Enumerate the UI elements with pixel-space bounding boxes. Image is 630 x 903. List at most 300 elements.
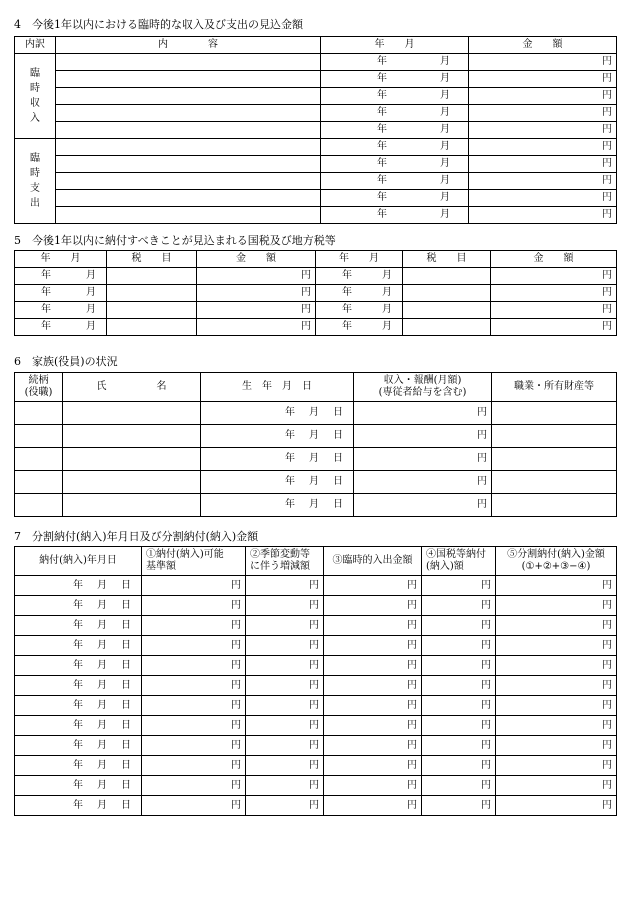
header-name: 氏 名 <box>63 373 201 402</box>
yen-unit: 円 <box>602 719 612 731</box>
year-label: 年 <box>73 659 83 671</box>
temporary-amount-cell[interactable] <box>324 576 422 596</box>
yen-unit: 円 <box>602 270 612 281</box>
amount-cell[interactable] <box>469 122 617 139</box>
income-label: 臨時収入 <box>30 68 40 124</box>
yen-unit: 円 <box>602 124 612 135</box>
installment-row <box>15 596 617 616</box>
tax-item-cell[interactable] <box>403 302 491 319</box>
yen-unit: 円 <box>309 639 319 651</box>
yen-unit: 円 <box>231 639 241 651</box>
yen-unit: 円 <box>309 739 319 751</box>
temporary-amount-cell[interactable] <box>324 716 422 736</box>
year-label: 年 <box>41 321 51 332</box>
yen-unit: 円 <box>407 619 417 631</box>
tax-item-cell[interactable] <box>403 319 491 336</box>
yen-unit: 円 <box>481 659 491 671</box>
payment-date-cell[interactable] <box>15 736 142 756</box>
base-amount-cell[interactable] <box>142 696 246 716</box>
seasonal-change-cell[interactable] <box>246 756 324 776</box>
year-label: 年 <box>377 209 387 220</box>
year-label: 年 <box>285 476 295 487</box>
month-label: 月 <box>86 270 96 281</box>
year-label: 年 <box>73 759 83 771</box>
relation-cell[interactable] <box>15 448 63 471</box>
tax-payment-cell[interactable] <box>422 756 496 776</box>
temporary-amount-cell[interactable] <box>324 636 422 656</box>
temporary-amount-cell[interactable] <box>324 656 422 676</box>
section-5-title: 5 今後1年以内に納付すべきことが見込まれる国税及び地方税等 <box>14 234 336 247</box>
payment-date-cell[interactable] <box>15 576 142 596</box>
month-label: 月 <box>97 579 107 591</box>
installment-row <box>15 796 617 816</box>
base-amount-cell[interactable] <box>142 576 246 596</box>
seasonal-change-cell[interactable] <box>246 576 324 596</box>
yen-unit: 円 <box>309 679 319 691</box>
name-cell[interactable] <box>63 471 201 494</box>
yen-unit: 円 <box>602 799 612 811</box>
installment-row <box>15 756 617 776</box>
tax-item-cell[interactable] <box>107 302 197 319</box>
yen-unit: 円 <box>481 679 491 691</box>
table-header-row <box>15 373 617 402</box>
seasonal-change-cell[interactable] <box>246 676 324 696</box>
income-cell[interactable] <box>354 448 492 471</box>
payment-date-cell[interactable] <box>15 696 142 716</box>
year-month-cell[interactable] <box>321 156 469 173</box>
yen-unit: 円 <box>602 56 612 67</box>
month-label: 月 <box>97 759 107 771</box>
day-label: 日 <box>333 407 343 418</box>
month-label: 月 <box>440 192 450 203</box>
base-amount-cell[interactable] <box>142 616 246 636</box>
base-amount-cell[interactable] <box>142 636 246 656</box>
content-cell[interactable] <box>56 207 321 224</box>
month-label: 月 <box>309 453 319 464</box>
expense-row <box>15 139 617 156</box>
base-amount-cell[interactable] <box>142 596 246 616</box>
month-label: 月 <box>309 430 319 441</box>
income-cell[interactable] <box>354 471 492 494</box>
month-label: 月 <box>440 56 450 67</box>
yen-unit: 円 <box>602 90 612 101</box>
amount-cell[interactable] <box>197 285 316 302</box>
temporary-amount-cell[interactable] <box>324 596 422 616</box>
temporary-amount-cell[interactable] <box>324 736 422 756</box>
temporary-amount-cell[interactable] <box>324 676 422 696</box>
tax-payment-cell[interactable] <box>422 636 496 656</box>
income-cell[interactable] <box>354 402 492 425</box>
temporary-amount-cell[interactable] <box>324 776 422 796</box>
year-label: 年 <box>73 619 83 631</box>
family-row <box>15 425 617 448</box>
year-label: 年 <box>73 799 83 811</box>
year-month-cell[interactable] <box>15 268 107 285</box>
month-label: 月 <box>440 209 450 220</box>
header-installment-amount: ⑤分割納付(納入)金額 (①+②+③−④) <box>496 547 617 576</box>
tax-row <box>15 319 617 336</box>
installment-amount-cell[interactable] <box>496 636 617 656</box>
month-label: 月 <box>97 739 107 751</box>
year-label: 年 <box>285 453 295 464</box>
tax-item-cell[interactable] <box>403 285 491 302</box>
amount-cell[interactable] <box>469 207 617 224</box>
amount-cell[interactable] <box>197 302 316 319</box>
year-label: 年 <box>377 107 387 118</box>
amount-cell[interactable] <box>491 319 617 336</box>
relation-cell[interactable] <box>15 425 63 448</box>
amount-cell[interactable] <box>469 54 617 71</box>
month-label: 月 <box>97 779 107 791</box>
temporary-amount-cell[interactable] <box>324 796 422 816</box>
income-cell[interactable] <box>354 494 492 517</box>
tax-payment-cell[interactable] <box>422 576 496 596</box>
temporary-amount-cell[interactable] <box>324 616 422 636</box>
temporary-amount-cell[interactable] <box>324 756 422 776</box>
name-cell[interactable] <box>63 494 201 517</box>
yen-unit: 円 <box>602 659 612 671</box>
day-label: 日 <box>121 639 131 651</box>
yen-unit: 円 <box>602 158 612 169</box>
year-label: 年 <box>73 679 83 691</box>
installment-amount-cell[interactable] <box>496 696 617 716</box>
month-label: 月 <box>382 270 392 281</box>
income-cell[interactable] <box>354 425 492 448</box>
table-header-row <box>15 251 617 268</box>
amount-cell[interactable] <box>469 139 617 156</box>
day-label: 日 <box>121 599 131 611</box>
yen-unit: 円 <box>407 739 417 751</box>
month-label: 月 <box>97 619 107 631</box>
installment-amount-cell[interactable] <box>496 776 617 796</box>
amount-cell[interactable] <box>469 88 617 105</box>
year-label: 年 <box>377 73 387 84</box>
installment-amount-cell[interactable] <box>496 676 617 696</box>
month-label: 月 <box>309 407 319 418</box>
year-month-cell[interactable] <box>321 54 469 71</box>
occupation-cell[interactable] <box>492 448 617 471</box>
month-label: 月 <box>309 476 319 487</box>
income-row <box>15 122 617 139</box>
yen-unit: 円 <box>481 599 491 611</box>
year-month-cell[interactable] <box>321 105 469 122</box>
content-cell[interactable] <box>56 54 321 71</box>
day-label: 日 <box>121 799 131 811</box>
payment-date-cell[interactable] <box>15 756 142 776</box>
yen-unit: 円 <box>309 699 319 711</box>
yen-unit: 円 <box>602 73 612 84</box>
installment-amount-cell[interactable] <box>496 616 617 636</box>
month-label: 月 <box>440 175 450 186</box>
tax-row <box>15 302 617 319</box>
payment-date-cell[interactable] <box>15 596 142 616</box>
day-label: 日 <box>333 476 343 487</box>
amount-cell[interactable] <box>491 285 617 302</box>
day-label: 日 <box>121 659 131 671</box>
seasonal-change-cell[interactable] <box>246 776 324 796</box>
base-amount-cell[interactable] <box>142 776 246 796</box>
payment-date-cell[interactable] <box>15 676 142 696</box>
birth-date-cell[interactable] <box>201 402 354 425</box>
content-cell[interactable] <box>56 139 321 156</box>
base-amount-cell[interactable] <box>142 716 246 736</box>
content-cell[interactable] <box>56 190 321 207</box>
year-label: 年 <box>342 287 352 298</box>
yen-unit: 円 <box>477 499 487 510</box>
header-year-month: 年 月 <box>316 251 403 268</box>
yen-unit: 円 <box>309 579 319 591</box>
month-label: 月 <box>97 719 107 731</box>
year-label: 年 <box>73 739 83 751</box>
month-label: 月 <box>86 287 96 298</box>
year-label: 年 <box>342 270 352 281</box>
base-amount-cell[interactable] <box>142 676 246 696</box>
expense-label: 臨時支出 <box>30 153 40 209</box>
header-occupation-assets: 職業・所有財産等 <box>492 373 617 402</box>
month-label: 月 <box>440 73 450 84</box>
expense-row <box>15 173 617 190</box>
installment-amount-cell[interactable] <box>496 596 617 616</box>
base-amount-cell[interactable] <box>142 656 246 676</box>
income-row <box>15 71 617 88</box>
header-tax-item: 税 目 <box>403 251 491 268</box>
yen-unit: 円 <box>602 639 612 651</box>
year-month-cell[interactable] <box>321 71 469 88</box>
content-cell[interactable] <box>56 105 321 122</box>
seasonal-change-cell[interactable] <box>246 596 324 616</box>
seasonal-change-cell[interactable] <box>246 796 324 816</box>
yen-unit: 円 <box>481 639 491 651</box>
installment-amount-cell[interactable] <box>496 716 617 736</box>
yen-unit: 円 <box>602 141 612 152</box>
tax-payment-cell[interactable] <box>422 796 496 816</box>
year-month-cell[interactable] <box>321 173 469 190</box>
day-label: 日 <box>333 499 343 510</box>
amount-cell[interactable] <box>469 71 617 88</box>
day-label: 日 <box>333 453 343 464</box>
section-4-title: 4 今後1年以内における臨時的な収入及び支出の見込金額 <box>14 18 303 31</box>
temporary-amount-cell[interactable] <box>324 696 422 716</box>
content-cell[interactable] <box>56 156 321 173</box>
payment-date-cell[interactable] <box>15 636 142 656</box>
birth-date-cell[interactable] <box>201 448 354 471</box>
month-label: 月 <box>440 141 450 152</box>
yen-unit: 円 <box>231 799 241 811</box>
yen-unit: 円 <box>477 476 487 487</box>
yen-unit: 円 <box>602 287 612 298</box>
year-month-cell[interactable] <box>321 88 469 105</box>
amount-cell[interactable] <box>469 105 617 122</box>
tax-item-cell[interactable] <box>403 268 491 285</box>
yen-unit: 円 <box>407 719 417 731</box>
year-month-cell[interactable] <box>15 285 107 302</box>
payment-date-cell[interactable] <box>15 796 142 816</box>
header-amount: 金 額 <box>491 251 617 268</box>
yen-unit: 円 <box>602 759 612 771</box>
installment-row <box>15 576 617 596</box>
name-cell[interactable] <box>63 448 201 471</box>
yen-unit: 円 <box>481 739 491 751</box>
tax-payment-cell[interactable] <box>422 616 496 636</box>
birth-date-cell[interactable] <box>201 494 354 517</box>
family-row <box>15 448 617 471</box>
yen-unit: 円 <box>231 759 241 771</box>
month-label: 月 <box>382 287 392 298</box>
year-label: 年 <box>377 141 387 152</box>
occupation-cell[interactable] <box>492 471 617 494</box>
year-month-cell[interactable] <box>321 139 469 156</box>
base-amount-cell[interactable] <box>142 736 246 756</box>
yen-unit: 円 <box>309 619 319 631</box>
month-label: 月 <box>97 679 107 691</box>
yen-unit: 円 <box>602 779 612 791</box>
installment-row <box>15 676 617 696</box>
year-label: 年 <box>377 90 387 101</box>
year-month-cell[interactable] <box>321 207 469 224</box>
yen-unit: 円 <box>481 619 491 631</box>
year-label: 年 <box>377 124 387 135</box>
yen-unit: 円 <box>231 699 241 711</box>
header-monthly-income: 収入・報酬(月額) (専従者給与を含む) <box>354 373 492 402</box>
year-month-cell[interactable] <box>15 302 107 319</box>
month-label: 月 <box>97 639 107 651</box>
yen-unit: 円 <box>602 579 612 591</box>
tax-payment-cell[interactable] <box>422 676 496 696</box>
relation-cell[interactable] <box>15 494 63 517</box>
yen-unit: 円 <box>481 719 491 731</box>
payment-date-cell[interactable] <box>15 776 142 796</box>
yen-unit: 円 <box>477 407 487 418</box>
relation-cell[interactable] <box>15 471 63 494</box>
yen-unit: 円 <box>309 599 319 611</box>
tax-payment-table <box>14 250 617 336</box>
yen-unit: 円 <box>407 799 417 811</box>
year-month-cell[interactable] <box>321 122 469 139</box>
payment-date-cell[interactable] <box>15 656 142 676</box>
tax-payment-cell[interactable] <box>422 596 496 616</box>
installment-row <box>15 736 617 756</box>
amount-cell[interactable] <box>197 268 316 285</box>
month-label: 月 <box>97 599 107 611</box>
tax-row <box>15 285 617 302</box>
content-cell[interactable] <box>56 122 321 139</box>
yen-unit: 円 <box>602 599 612 611</box>
amount-cell[interactable] <box>469 190 617 207</box>
installment-row <box>15 656 617 676</box>
yen-unit: 円 <box>309 759 319 771</box>
occupation-cell[interactable] <box>492 425 617 448</box>
payment-date-cell[interactable] <box>15 616 142 636</box>
tax-payment-cell[interactable] <box>422 656 496 676</box>
day-label: 日 <box>121 579 131 591</box>
year-month-cell[interactable] <box>316 285 403 302</box>
expense-category <box>15 139 56 224</box>
name-cell[interactable] <box>63 425 201 448</box>
content-cell[interactable] <box>56 173 321 190</box>
base-amount-cell[interactable] <box>142 756 246 776</box>
seasonal-change-cell[interactable] <box>246 736 324 756</box>
seasonal-change-cell[interactable] <box>246 636 324 656</box>
yen-unit: 円 <box>407 779 417 791</box>
birth-date-cell[interactable] <box>201 425 354 448</box>
yen-unit: 円 <box>231 659 241 671</box>
amount-cell[interactable] <box>469 156 617 173</box>
payment-date-cell[interactable] <box>15 716 142 736</box>
yen-unit: 円 <box>481 779 491 791</box>
installment-row <box>15 696 617 716</box>
installment-amount-cell[interactable] <box>496 576 617 596</box>
day-label: 日 <box>121 699 131 711</box>
year-month-cell[interactable] <box>15 319 107 336</box>
seasonal-change-cell[interactable] <box>246 696 324 716</box>
installment-amount-cell[interactable] <box>496 736 617 756</box>
header-relation: 続柄 (役職) <box>15 373 63 402</box>
birth-date-cell[interactable] <box>201 471 354 494</box>
yen-unit: 円 <box>602 739 612 751</box>
month-label: 月 <box>86 304 96 315</box>
yen-unit: 円 <box>231 779 241 791</box>
installment-amount-cell[interactable] <box>496 656 617 676</box>
base-amount-cell[interactable] <box>142 796 246 816</box>
year-month-cell[interactable] <box>316 302 403 319</box>
yen-unit: 円 <box>602 304 612 315</box>
year-label: 年 <box>377 56 387 67</box>
header-kind: 内訳 <box>15 37 56 54</box>
yen-unit: 円 <box>231 619 241 631</box>
header-temporary-amount: ③臨時的入出金額 <box>324 547 422 576</box>
year-label: 年 <box>377 192 387 203</box>
amount-cell[interactable] <box>197 319 316 336</box>
month-label: 月 <box>382 321 392 332</box>
tax-item-cell[interactable] <box>107 319 197 336</box>
month-label: 月 <box>440 124 450 135</box>
seasonal-change-cell[interactable] <box>246 616 324 636</box>
income-category <box>15 54 56 139</box>
content-cell[interactable] <box>56 88 321 105</box>
family-row <box>15 402 617 425</box>
occupation-cell[interactable] <box>492 402 617 425</box>
tax-item-cell[interactable] <box>107 285 197 302</box>
header-amount: 金 額 <box>469 37 617 54</box>
amount-cell[interactable] <box>491 302 617 319</box>
header-payment-date: 納付(納入)年月日 <box>15 547 142 576</box>
installment-amount-cell[interactable] <box>496 756 617 776</box>
tax-payment-cell[interactable] <box>422 696 496 716</box>
income-row <box>15 54 617 71</box>
day-label: 日 <box>121 679 131 691</box>
installment-amount-cell[interactable] <box>496 796 617 816</box>
name-cell[interactable] <box>63 402 201 425</box>
year-month-cell[interactable] <box>316 268 403 285</box>
occupation-cell[interactable] <box>492 494 617 517</box>
month-label: 月 <box>97 659 107 671</box>
seasonal-change-cell[interactable] <box>246 716 324 736</box>
tax-payment-cell[interactable] <box>422 716 496 736</box>
yen-unit: 円 <box>407 679 417 691</box>
installment-row <box>15 776 617 796</box>
amount-cell[interactable] <box>491 268 617 285</box>
amount-cell[interactable] <box>469 173 617 190</box>
relation-cell[interactable] <box>15 402 63 425</box>
tax-payment-cell[interactable] <box>422 736 496 756</box>
tax-item-cell[interactable] <box>107 268 197 285</box>
year-month-cell[interactable] <box>316 319 403 336</box>
year-month-cell[interactable] <box>321 190 469 207</box>
content-cell[interactable] <box>56 71 321 88</box>
yen-unit: 円 <box>477 453 487 464</box>
seasonal-change-cell[interactable] <box>246 656 324 676</box>
tax-payment-cell[interactable] <box>422 776 496 796</box>
